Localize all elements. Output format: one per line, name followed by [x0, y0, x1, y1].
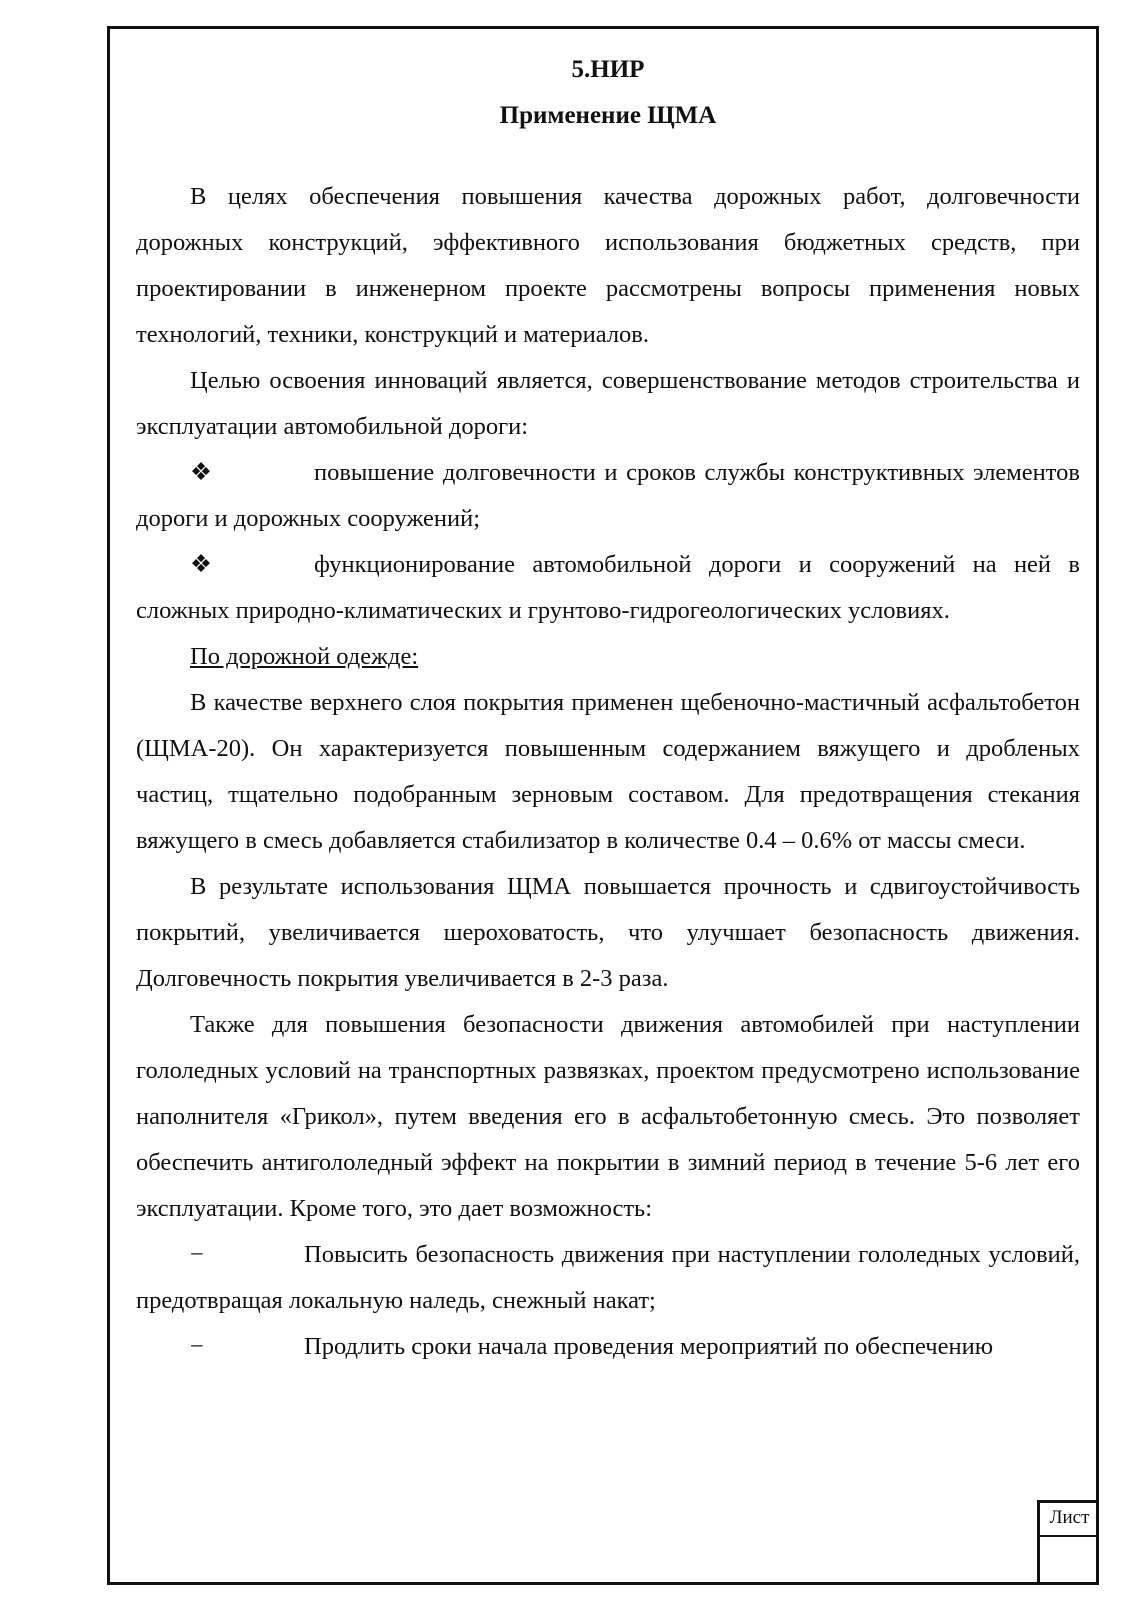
paragraph-shma: В качестве верхнего слоя покрытия применен щебеночно-мастичный асфальтобетон (ЩМА-20). Он характеризуется повышенным содержанием вяжущего и дробленых частиц, тщательно подобранным зерновым составом. Для предотвращения стекания вяжущего в смесь добавляется стабилизатор в количестве 0.4 – 0.6% от массы смеси. [136, 689, 1080, 854]
bullet-text: функционирование автомобильной дороги и сооружений на ней в сложных природно-климатических и грунтово-гидрогеологических условиях. [136, 551, 1080, 624]
bullet-item [136, 450, 1080, 542]
paragraph-goal: Целью освоения инноваций является, совершенствование методов строительства и эксплуатации автомобильной дороги: [136, 367, 1080, 440]
paragraph-grikol: Также для повышения безопасности движения автомобилей при наступлении гололедных условий на транспортных развязках, проектом предусмотрено использование наполнителя «Грикол», путем введения его в асфальтобетонную смесь. Это позволяет обеспечить антигололедный эффект на покрытии в зимний период в течение 5-6 лет его эксплуатации. Кроме того, это дает возможность: [136, 1011, 1080, 1222]
sheet-stamp [1037, 1500, 1099, 1585]
paragraph-intro: В целях обеспечения повышения качества дорожных работ, долговечности дорожных конструкций, эффективного использования бюджетных средств, при проектировании в инженерном проекте рассмотрены вопросы применения новых технологий, техники, конструкций и материалов. [136, 183, 1080, 348]
section-title: Применение ЩМА [499, 102, 717, 129]
diamond-bullet-icon: ❖ [190, 551, 212, 578]
section-number: 5.НИР [571, 56, 645, 83]
dash-text: Повысить безопасность движения при наступлении гололедных условий, предотвращая локальную наледь, снежный накат; [136, 1241, 1080, 1314]
subheading-pavement: По дорожной одежде: [190, 643, 419, 670]
document-content [136, 52, 1080, 1370]
diamond-bullet-icon: ❖ [190, 459, 212, 486]
dash-marker: − [190, 1241, 204, 1268]
dash-text: Продлить сроки начала проведения мероприятий по обеспечению [304, 1333, 994, 1360]
dash-item [136, 1232, 1080, 1324]
sheet-label: Лист [1049, 1507, 1090, 1528]
dash-marker: − [190, 1333, 204, 1360]
bullet-text: повышение долговечности и сроков службы конструктивных элементов дороги и дорожных сооружений; [136, 459, 1080, 532]
stamp-divider [1040, 1535, 1099, 1537]
bullet-item [136, 542, 1080, 634]
body-text [136, 174, 1080, 1370]
paragraph-result: В результате использования ЩМА повышается прочность и сдвигоустойчивость покрытий, увеличивается шероховатость, что улучшает безопасность движения. Долговечность покрытия увеличивается в 2-3 раза. [136, 873, 1080, 992]
dash-item [136, 1324, 1080, 1370]
